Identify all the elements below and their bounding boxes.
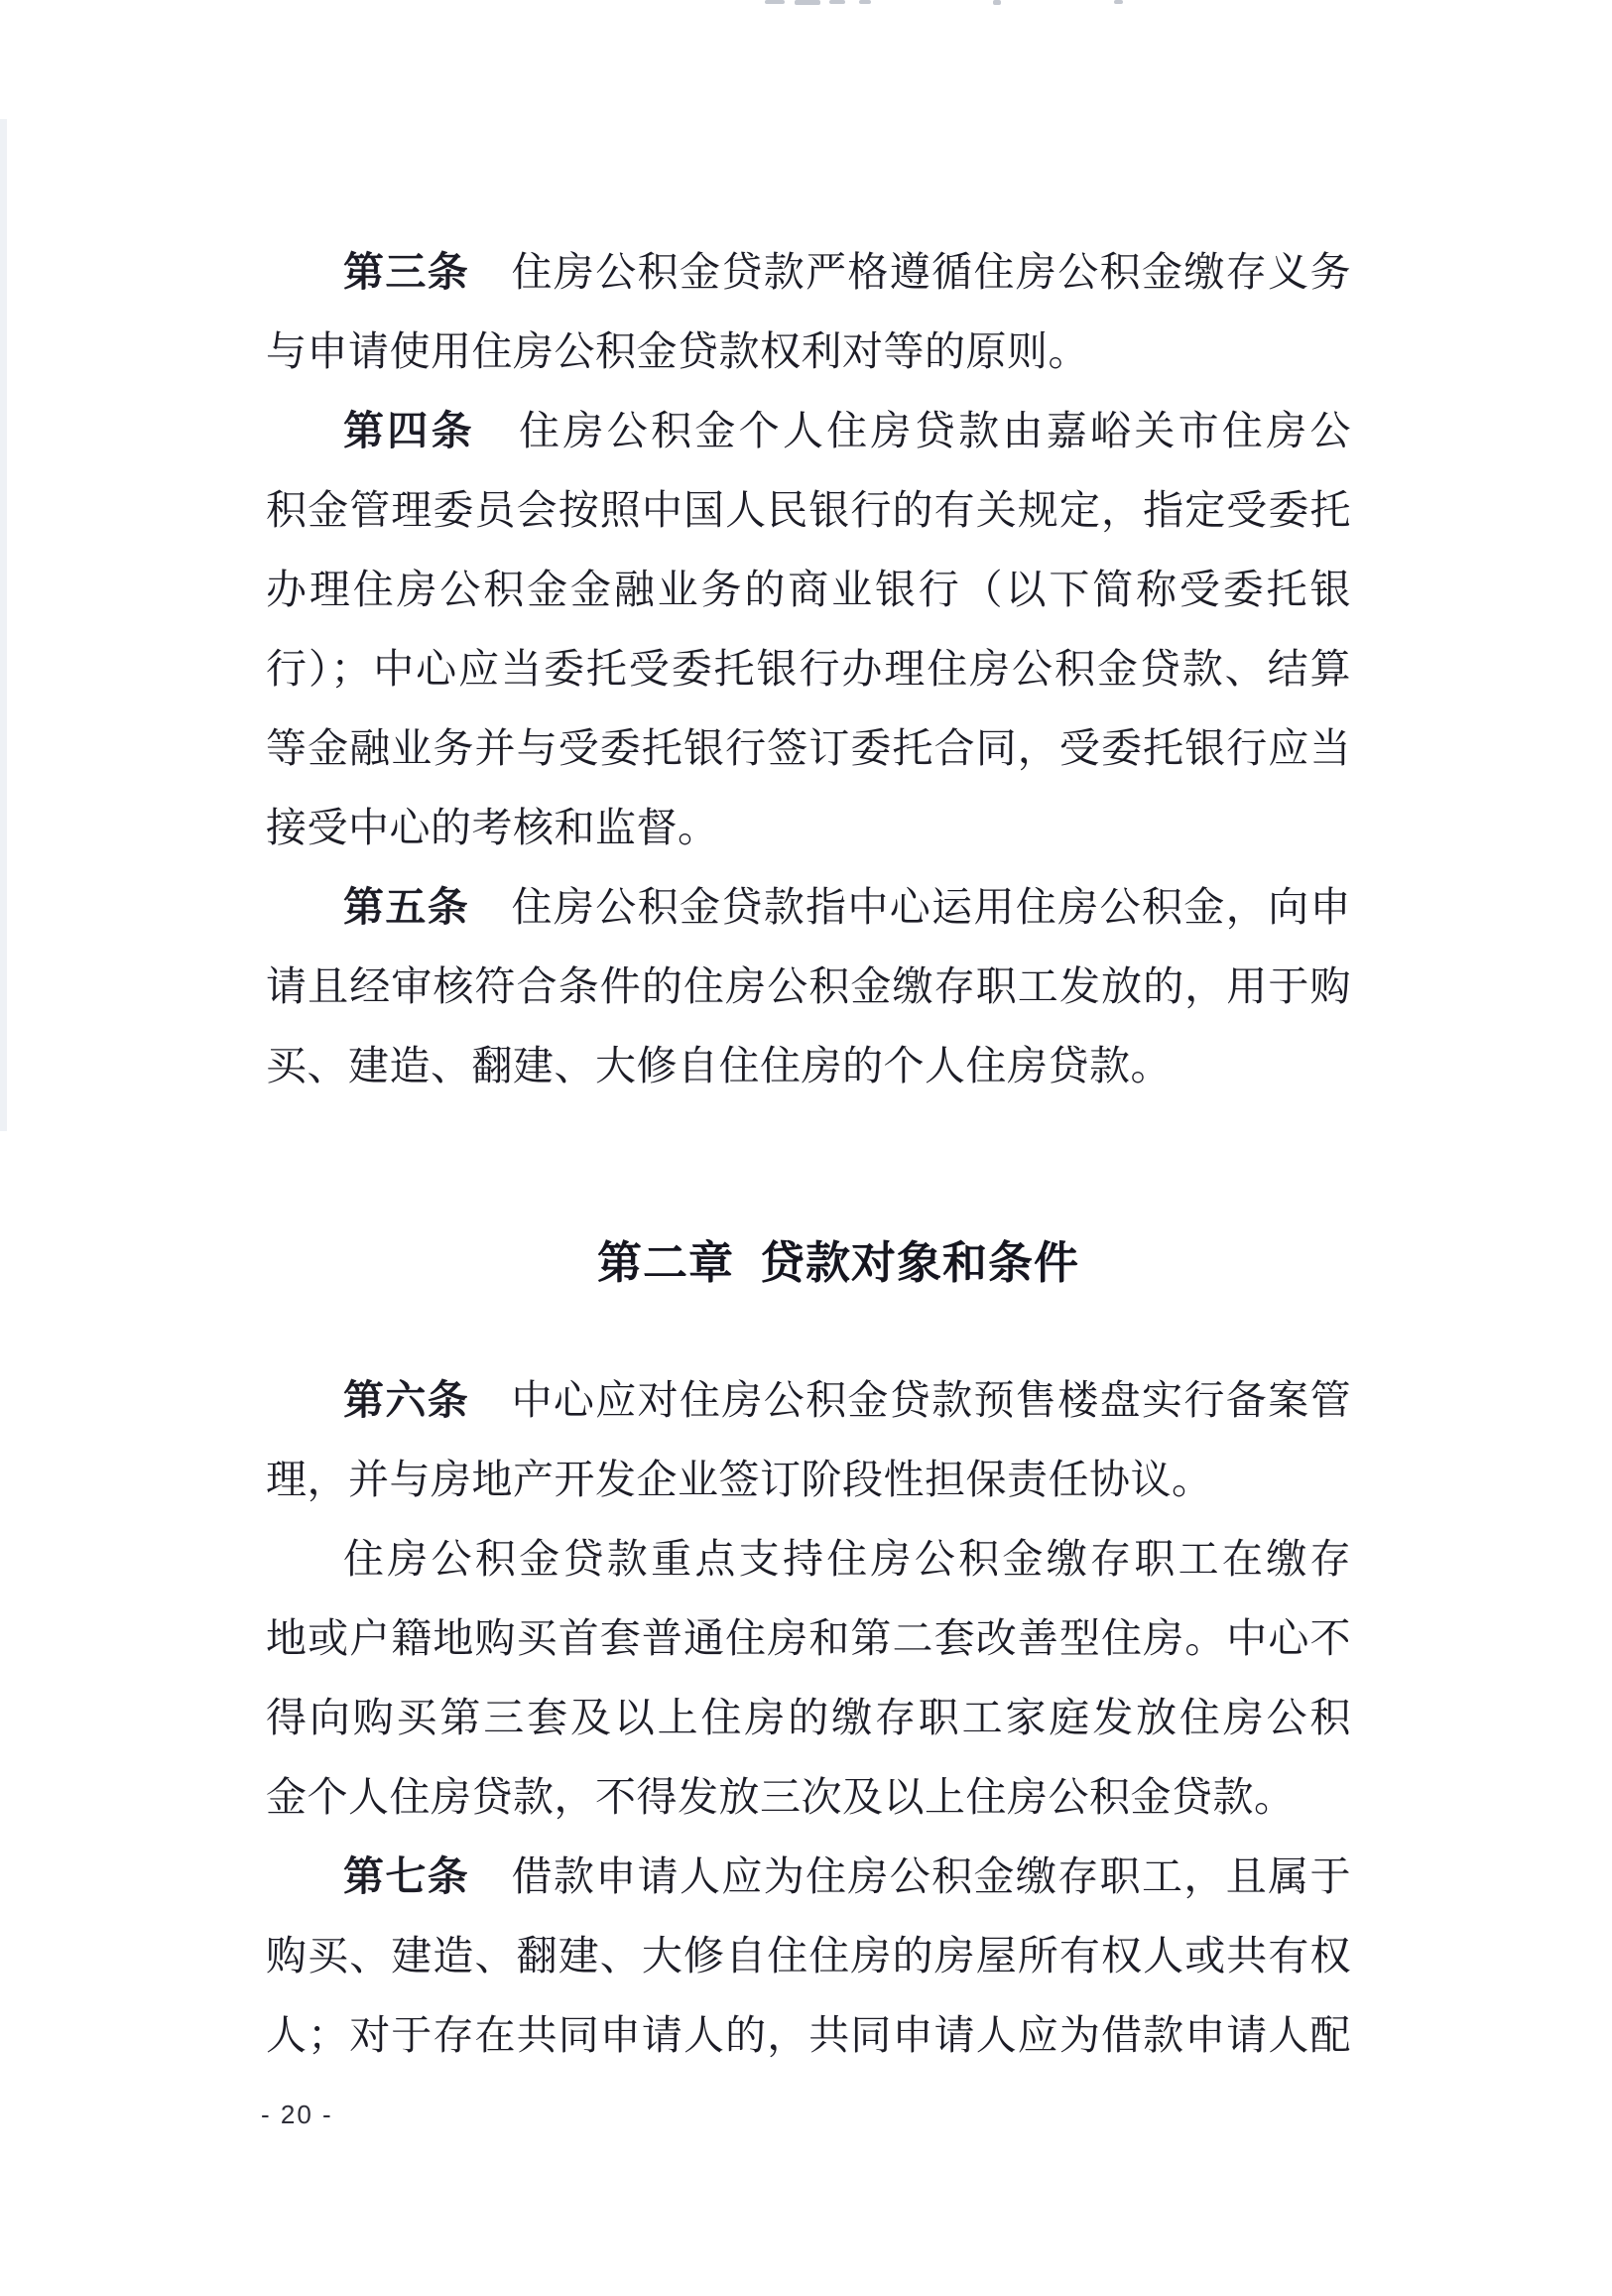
- text-line: [266, 1837, 1351, 1916]
- line-text: 住房公积金个人住房贷款由嘉峪关市住房公: [474, 408, 1352, 453]
- line-text: 住房公积金贷款重点支持住房公积金缴存职工在缴存: [343, 1536, 1351, 1582]
- line-text: 请且经审核符合条件的住房公积金缴存职工发放的，用于购: [266, 963, 1351, 1009]
- text-line: [266, 788, 1351, 867]
- article-number-label: 第七条: [343, 1853, 470, 1899]
- article-number-label: 第五条: [343, 884, 470, 930]
- chapter-number: 第二章: [596, 1237, 734, 1289]
- page-number: - 20 -: [261, 2100, 333, 2129]
- scan-artifact-mark: [765, 0, 785, 4]
- text-line: [266, 391, 1351, 470]
- body-block-articles-3-5: [266, 232, 1351, 1105]
- text-line: [266, 708, 1351, 788]
- line-text: 等金融业务并与受委托银行签订委托合同，受委托银行应当: [266, 725, 1351, 771]
- line-text: 人；对于存在共同申请人的，共同申请人应为借款申请人配: [266, 2012, 1351, 2058]
- text-line: [266, 1440, 1351, 1519]
- text-line: [266, 947, 1351, 1026]
- line-text: 与申请使用住房公积金贷款权利对等的原则。: [266, 328, 1089, 374]
- article-number-label: 第六条: [343, 1377, 470, 1423]
- text-line: [266, 1757, 1351, 1837]
- text-line: [266, 232, 1351, 312]
- article-number-label: 第三条: [343, 249, 470, 295]
- text-line: [266, 1519, 1351, 1598]
- article-number-label: 第四条: [343, 408, 475, 453]
- scan-artifact-mark: [829, 0, 845, 4]
- scan-artifact-mark: [1114, 0, 1123, 4]
- line-text: 理，并与房地产开发企业签订阶段性担保责任协议。: [266, 1457, 1213, 1502]
- line-text: 得向购买第三套及以上住房的缴存职工家庭发放住房公积: [266, 1695, 1351, 1740]
- line-text: 借款申请人应为住房公积金缴存职工，且属于: [469, 1853, 1351, 1899]
- line-text: 住房公积金贷款严格遵循住房公积金缴存义务: [469, 249, 1351, 295]
- text-line: [266, 470, 1351, 550]
- line-text: 买、建造、翻建、大修自住住房的个人住房贷款。: [266, 1043, 1172, 1088]
- text-line: [266, 1916, 1351, 1995]
- line-text: 积金管理委员会按照中国人民银行的有关规定，指定受委托: [266, 487, 1351, 533]
- scan-artifact-mark: [993, 0, 1001, 5]
- scan-artifact-mark: [859, 0, 871, 4]
- text-line: [266, 1026, 1351, 1105]
- chapter-heading: [296, 1223, 1381, 1303]
- text-line: [266, 1598, 1351, 1678]
- line-text: 住房公积金贷款指中心运用住房公积金，向申: [469, 884, 1351, 930]
- text-line: [266, 550, 1351, 629]
- text-line: [266, 1995, 1351, 2075]
- line-text: 金个人住房贷款，不得发放三次及以上住房公积金贷款。: [266, 1774, 1296, 1820]
- scan-edge-shade: [0, 119, 7, 1131]
- text-line: [266, 867, 1351, 947]
- text-line: [266, 629, 1351, 708]
- text-line: [266, 312, 1351, 391]
- text-line: [266, 1678, 1351, 1757]
- chapter-title: 贷款对象和条件: [760, 1237, 1080, 1289]
- scan-artifact-mark: [795, 0, 820, 5]
- line-text: 中心应对住房公积金贷款预售楼盘实行备案管: [469, 1377, 1351, 1423]
- text-line: [266, 1360, 1351, 1440]
- line-text: 接受中心的考核和监督。: [266, 805, 719, 850]
- line-text: 购买、建造、翻建、大修自住住房的房屋所有权人或共有权: [266, 1933, 1351, 1978]
- body-block-articles-6-7: [266, 1360, 1351, 2075]
- line-text: 地或户籍地购买首套普通住房和第二套改善型住房。中心不: [266, 1615, 1351, 1661]
- line-text: 办理住房公积金金融业务的商业银行（以下简称受委托银: [266, 567, 1351, 612]
- line-text: 行）；中心应当委托受委托银行办理住房公积金贷款、结算: [266, 646, 1351, 692]
